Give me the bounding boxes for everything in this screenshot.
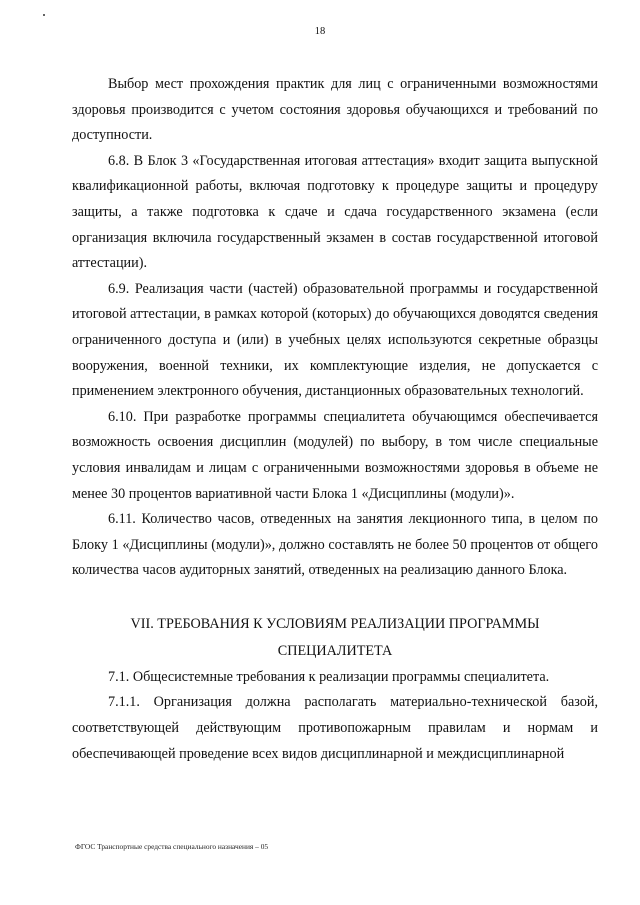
- paragraph-6-9: 6.9. Реализация части (частей) образовательной программы и государственной итоговой аттестации, в рамках которой (которых) до обучающихся доводятся сведения ограниченного доступа и (или) в учебных целях используются секретные образцы вооружения, военной техники, их комплектующие изделия, не допускается с применением электронного обучения, дистанционных образовательных технологий.: [72, 280, 598, 400]
- paragraph-6-11: 6.11. Количество часов, отведенных на занятия лекционного типа, в целом по Блоку 1 «Дисциплины (модули)», должно составлять не более 50 процентов от общего количества часов аудиторных занятий, отведенных на реализацию данного Блока.: [72, 511, 598, 579]
- page-number: 18: [314, 26, 326, 37]
- paragraph-practice-places: Выбор мест прохождения практик для лиц с ограниченными возможностями здоровья производится с учетом состояния здоровья обучающихся и требований по доступности.: [72, 76, 598, 144]
- page-footer: ФГОС Транспортные средства специального назначения – 05: [75, 842, 269, 851]
- section-heading-line-2: СПЕЦИАЛИТЕТА: [277, 642, 393, 659]
- section-heading-line-1: VII. ТРЕБОВАНИЯ К УСЛОВИЯМ РЕАЛИЗАЦИИ ПРОГРАММЫ: [130, 615, 540, 632]
- section-heading: [72, 611, 598, 665]
- paragraph-7-1: 7.1. Общесистемные требования к реализации программы специалитета.: [108, 668, 550, 685]
- paragraph-7-1-1: 7.1.1. Организация должна располагать материально-технической базой, соответствующей действующим противопожарным правилам и нормам и обеспечивающей проведение всех видов дисциплинарной и междисциплинарной: [72, 694, 598, 762]
- document-body: [72, 72, 598, 767]
- scan-speck: [43, 14, 45, 16]
- paragraph-6-10: 6.10. При разработке программы специалитета обучающимся обеспечивается возможность освоения дисциплин (модулей) по выбору, в том числе специальные условия инвалидам и лицам с ограниченными возможностями здоровья в объеме не менее 30 процентов вариативной части Блока 1 «Дисциплины (модули)».: [72, 408, 598, 502]
- paragraph-6-8: 6.8. В Блок 3 «Государственная итоговая аттестация» входит защита выпускной квалификационной работы, включая подготовку к процедуре защиты и процедуру защиты, а также подготовка к сдаче и сдача государственного экзамена (если организация включила государственный экзамен в состав государственной итоговой аттестации).: [72, 152, 598, 272]
